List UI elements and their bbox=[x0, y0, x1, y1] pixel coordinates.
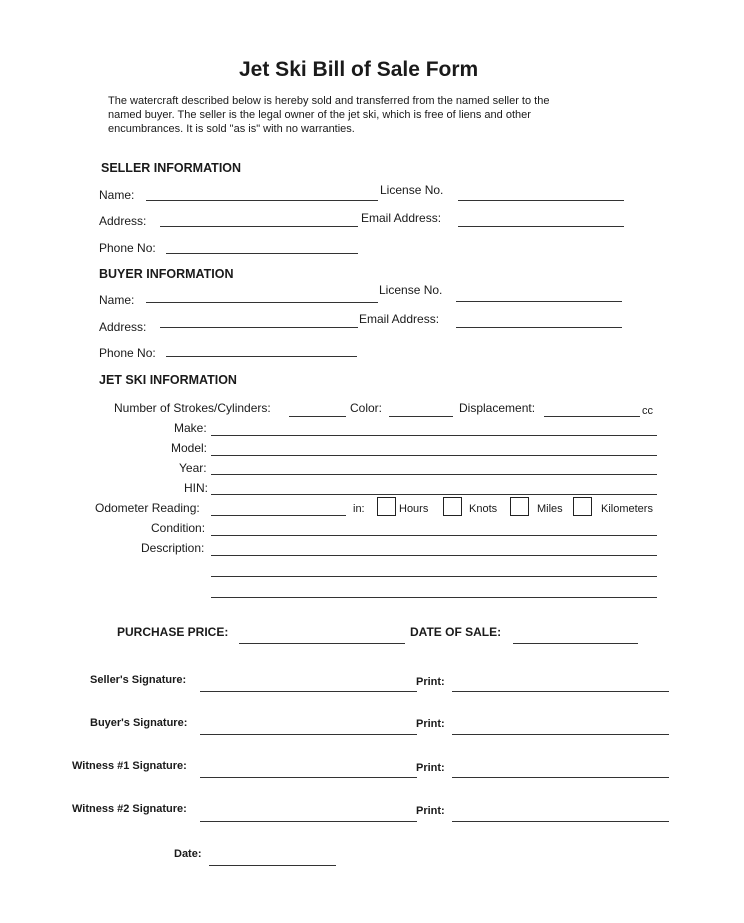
buyer-name-label: Name: bbox=[99, 293, 135, 307]
seller-license-label: License No. bbox=[380, 183, 444, 197]
description-label: Description: bbox=[141, 541, 205, 555]
odometer-field[interactable] bbox=[211, 515, 346, 516]
cc-label: cc bbox=[642, 405, 653, 417]
date-of-sale-label: DATE OF SALE: bbox=[410, 625, 502, 639]
displacement-field[interactable] bbox=[544, 416, 640, 417]
witness1-signature-field[interactable] bbox=[200, 777, 417, 778]
witness1-signature-label: Witness #1 Signature: bbox=[72, 760, 187, 772]
seller-signature-label: Seller's Signature: bbox=[90, 674, 187, 686]
buyer-license-field[interactable] bbox=[456, 301, 622, 302]
strokes-field[interactable] bbox=[289, 416, 346, 417]
buyer-heading: BUYER INFORMATION bbox=[99, 267, 234, 281]
buyer-address-field[interactable] bbox=[160, 327, 358, 328]
date-label: Date: bbox=[174, 848, 202, 860]
buyer-phone-field[interactable] bbox=[166, 356, 357, 357]
description-field[interactable] bbox=[211, 555, 657, 556]
buyer-email-label: Email Address: bbox=[359, 312, 440, 326]
seller-phone-label: Phone No: bbox=[99, 241, 156, 255]
date-field[interactable] bbox=[209, 865, 336, 866]
purchase-price-field[interactable] bbox=[239, 643, 405, 644]
displacement-label: Displacement: bbox=[459, 401, 536, 415]
odometer-label: Odometer Reading: bbox=[95, 501, 200, 515]
seller-address-label: Address: bbox=[99, 214, 147, 228]
witness2-signature-label: Witness #2 Signature: bbox=[72, 803, 187, 815]
condition-label: Condition: bbox=[151, 521, 206, 535]
buyer-phone-label: Phone No: bbox=[99, 346, 156, 360]
purchase-price-label: PURCHASE PRICE: bbox=[117, 625, 229, 639]
buyer-signature-label: Buyer's Signature: bbox=[90, 717, 188, 729]
knots-label: Knots bbox=[469, 503, 498, 515]
model-field[interactable] bbox=[211, 455, 657, 456]
make-label: Make: bbox=[174, 421, 207, 435]
buyer-name-field[interactable] bbox=[146, 302, 378, 303]
strokes-label: Number of Strokes/Cylinders: bbox=[114, 401, 271, 415]
buyer-print-field[interactable] bbox=[452, 734, 669, 735]
in-label: in: bbox=[353, 503, 365, 515]
date-of-sale-field[interactable] bbox=[513, 643, 638, 644]
seller-name-field[interactable] bbox=[146, 200, 378, 201]
condition-field[interactable] bbox=[211, 535, 657, 536]
form-title: Jet Ski Bill of Sale Form bbox=[239, 58, 479, 81]
hin-field[interactable] bbox=[211, 494, 657, 495]
year-label: Year: bbox=[179, 461, 207, 475]
witness2-signature-field[interactable] bbox=[200, 821, 417, 822]
buyer-signature-field[interactable] bbox=[200, 734, 417, 735]
seller-heading: SELLER INFORMATION bbox=[101, 161, 242, 175]
seller-email-label: Email Address: bbox=[361, 211, 442, 225]
color-label: Color: bbox=[350, 401, 383, 415]
seller-print-field[interactable] bbox=[452, 691, 669, 692]
knots-checkbox[interactable] bbox=[443, 497, 462, 516]
description-line-2[interactable] bbox=[211, 576, 657, 577]
description-line-3[interactable] bbox=[211, 597, 657, 598]
witness2-print-label: Print: bbox=[416, 805, 445, 817]
witness2-print-field[interactable] bbox=[452, 821, 669, 822]
model-label: Model: bbox=[171, 441, 208, 455]
kilometers-label: Kilometers bbox=[601, 503, 653, 515]
year-field[interactable] bbox=[211, 474, 657, 475]
seller-phone-field[interactable] bbox=[166, 253, 358, 254]
buyer-print-label: Print: bbox=[416, 718, 445, 730]
miles-label: Miles bbox=[537, 503, 563, 515]
make-field[interactable] bbox=[211, 435, 657, 436]
seller-address-field[interactable] bbox=[160, 226, 358, 227]
jetski-heading: JET SKI INFORMATION bbox=[99, 373, 237, 387]
kilometers-checkbox[interactable] bbox=[573, 497, 592, 516]
seller-license-field[interactable] bbox=[458, 200, 624, 201]
seller-print-label: Print: bbox=[416, 676, 445, 688]
intro-text: The watercraft described below is hereby sold and transferred from the named seller to the named buyer. The seller is the legal owner of the jet ski, which is free of liens and other encumbrances. It is sold "as is" with no warranties. bbox=[108, 95, 550, 135]
seller-name-label: Name: bbox=[99, 188, 135, 202]
color-field[interactable] bbox=[389, 416, 453, 417]
hours-label: Hours bbox=[399, 503, 429, 515]
buyer-email-field[interactable] bbox=[456, 327, 622, 328]
hin-label: HIN: bbox=[184, 481, 208, 495]
seller-email-field[interactable] bbox=[458, 226, 624, 227]
hours-checkbox[interactable] bbox=[377, 497, 396, 516]
witness1-print-label: Print: bbox=[416, 762, 445, 774]
seller-signature-field[interactable] bbox=[200, 691, 417, 692]
witness1-print-field[interactable] bbox=[452, 777, 669, 778]
miles-checkbox[interactable] bbox=[510, 497, 529, 516]
buyer-address-label: Address: bbox=[99, 320, 147, 334]
buyer-license-label: License No. bbox=[379, 283, 443, 297]
